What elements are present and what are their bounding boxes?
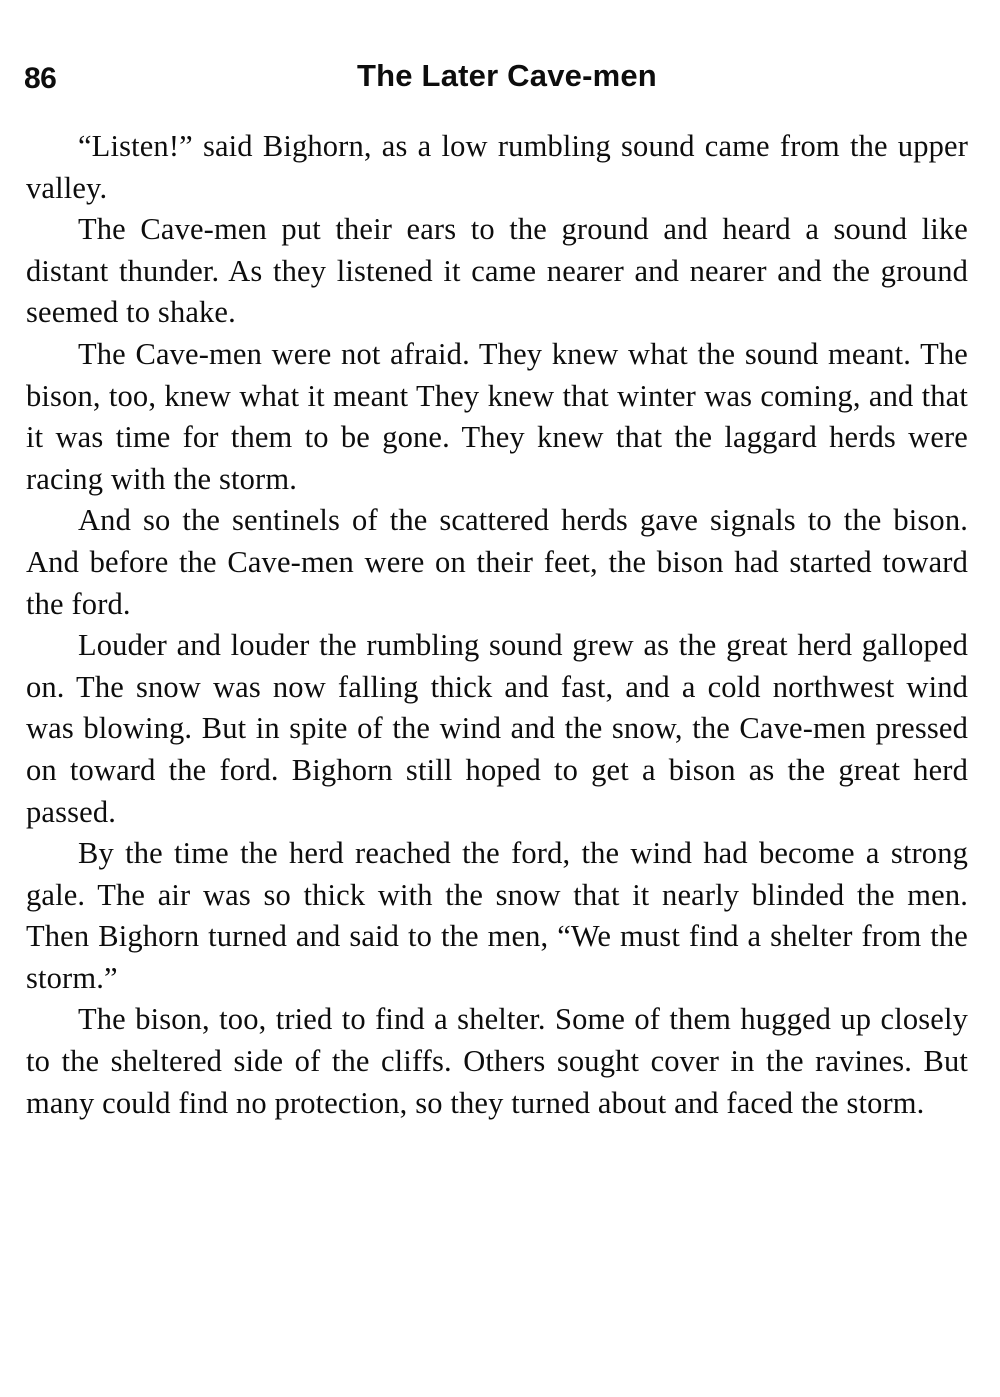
running-head bbox=[24, 52, 972, 108]
paragraph: Louder and louder the rumbling sound grew as the great herd galloped on. The snow was now falling thick and fast, and a cold northwest wind was blowing. But in spite of the wind and the snow, the Cave-men pressed on toward the ford. Bighorn still hoped to get a bison as the great herd passed. bbox=[26, 628, 968, 829]
paragraph: The bison, too, tried to find a shelter. Some of them hugged up closely to the sheltered side of the cliffs. Others sought cover in the ravines. But many could find no protection, so they turned about and faced the storm. bbox=[26, 1002, 968, 1120]
chapter-title: The Later Cave-men bbox=[357, 58, 657, 93]
paragraph: The Cave-men put their ears to the ground and heard a sound like distant thunder. As they listened it came nearer and nearer and the ground seemed to shake. bbox=[26, 212, 968, 330]
paragraph: By the time the herd reached the ford, the wind had become a strong gale. The air was so thick with the snow that it nearly blinded the men. Then Bighorn turned and said to the men, “We must find a shelter from the storm.” bbox=[26, 836, 968, 995]
body-text bbox=[24, 126, 972, 1124]
paragraph: And so the sentinels of the scattered herds gave signals to the bison. And before the Cave-men were on their feet, the bison had started toward the ford. bbox=[26, 503, 968, 621]
page-number: 86 bbox=[24, 62, 57, 95]
paragraph: “Listen!” said Bighorn, as a low rumbling sound came from the upper valley. bbox=[26, 129, 968, 205]
paragraph: The Cave-men were not afraid. They knew what the sound meant. The bison, too, knew what it meant They knew that winter was coming, and that it was time for them to be gone. They knew that the laggard herds were racing with the storm. bbox=[26, 336, 968, 496]
